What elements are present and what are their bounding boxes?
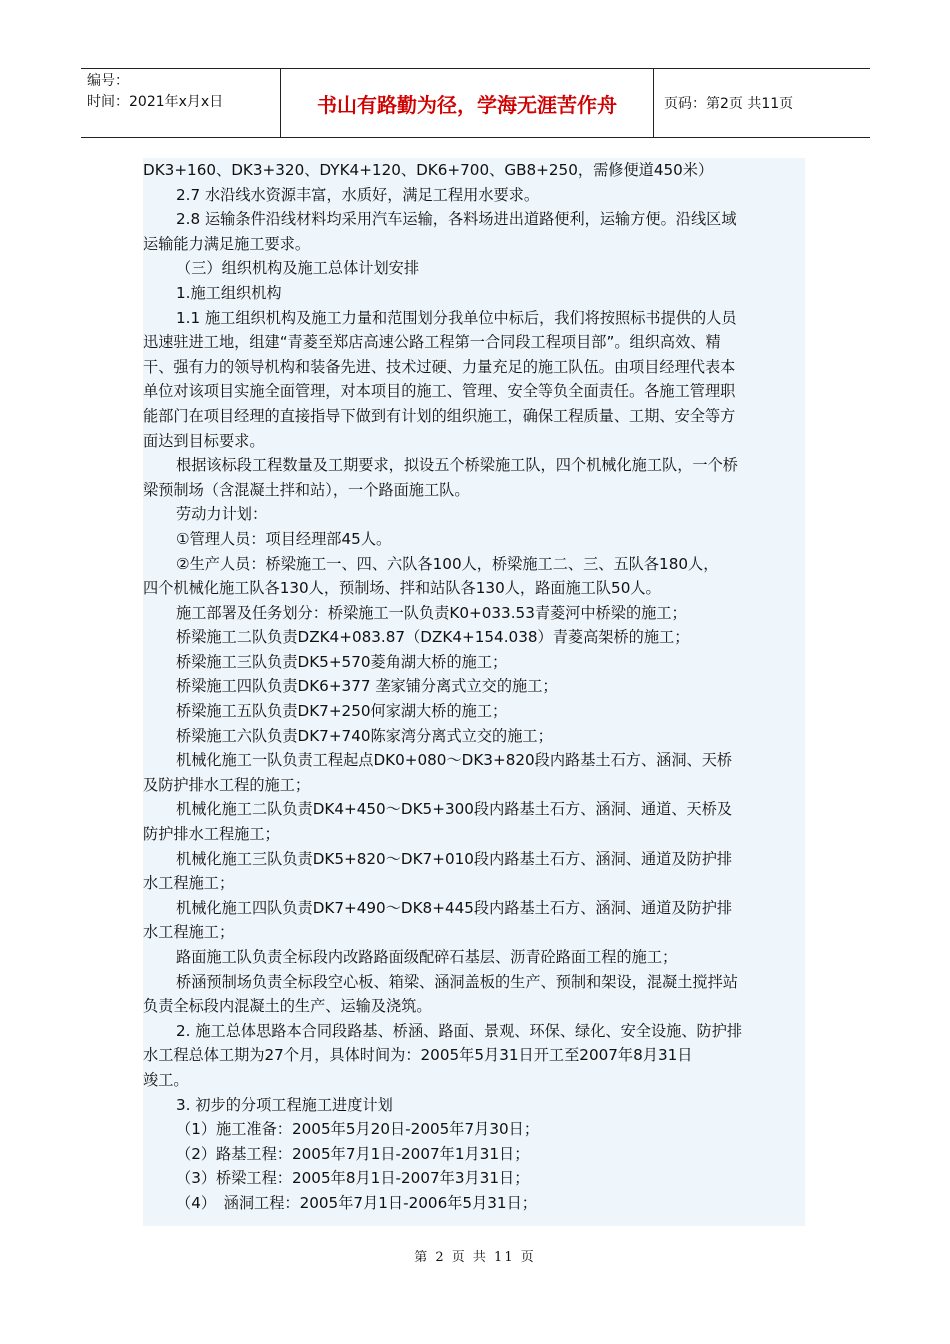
header-meta: [81, 69, 281, 137]
page-header: [81, 68, 870, 138]
document-body: [143, 158, 805, 1226]
text-line: （1）施工准备：2005年5月20日-2005年7月30日；: [176, 1120, 540, 1139]
text-line: 水工程总体工期为27个月，具体时间为：2005年5月31日开工至2007年8月31日: [143, 1046, 693, 1065]
text-line: ①管理人员：项目经理部45人。: [176, 529, 392, 548]
header-motto: 书山有路勤为径，学海无涯苦作舟: [281, 69, 654, 137]
text-line: 单位对该项目实施全面管理，对本项目的施工、管理、安全等负全面责任。各施工管理职: [143, 382, 736, 401]
text-line: 梁预制场（含混凝土拌和站），一个路面施工队。: [143, 480, 470, 499]
text-line: 路面施工队负责全标段内改路路面级配碎石基层、沥青砼路面工程的施工；: [176, 948, 678, 966]
text-line: 施工部署及任务划分：桥梁施工一队负责K0+033.53青菱河中桥梁的施工；: [176, 603, 687, 622]
section-heading: （三）组织机构及施工总体计划安排: [176, 259, 419, 278]
text-line: 桥梁施工五队负责DK7+250何家湖大桥的施工；: [176, 702, 508, 721]
text-line: 干、强有力的领导机构和装备先进、技术过硬、力量充足的施工队伍。由项目经理代表本: [143, 357, 736, 376]
text-line: 根据该标段工程数量及工期要求，拟设五个桥梁施工队，四个机械化施工队，一个桥: [176, 456, 738, 475]
text-line: 及防护排水工程的施工；: [143, 775, 311, 794]
text-line: 负责全标段内混凝土的生产、运输及浇筑。: [143, 997, 432, 1016]
text-line: 竣工。: [143, 1070, 189, 1089]
date-line: 时间：2021年x月x日: [87, 94, 224, 110]
text-line: 2.8 运输条件沿线材料均采用汽车运输，各料场进出道路便利，运输方便。沿线区域: [176, 210, 737, 229]
code-label: 编号：: [87, 73, 129, 89]
text-line: 能部门在项目经理的直接指导下做到有计划的组织施工，确保工程质量、工期、安全等方: [143, 406, 736, 425]
text-line: 迅速驻进工地，组建“青菱至郑店高速公路工程第一合同段工程项目部”。组织高效、精: [143, 333, 721, 352]
text-line: 3. 初步的分项工程施工进度计划: [176, 1095, 393, 1114]
header-page-info: 页码：第2页 共11页: [664, 96, 794, 112]
subsection-heading: 1.施工组织机构: [176, 283, 282, 302]
text-line: DK3+160、DK3+320、DYK4+120、DK6+700、GB8+250，需修便道450米）: [143, 161, 714, 179]
text-line: 水工程施工；: [143, 923, 235, 942]
text-line: 机械化施工二队负责DK4+450～DK5+300段内路基土石方、涵洞、通道、天桥及: [176, 800, 733, 819]
text-line: 桥梁施工三队负责DK5+570菱角湖大桥的施工；: [176, 652, 508, 671]
text-line: 桥梁施工二队负责DZK4+083.87（DZK4+154.038）青菱高架桥的施工；: [176, 628, 690, 647]
text-line: 水工程施工；: [143, 874, 235, 893]
text-line: 面达到目标要求。: [143, 431, 265, 450]
text-line: ②生产人员：桥梁施工一、四、六队各100人，桥梁施工二、三、五队各180人，: [176, 554, 719, 573]
text-line: 桥梁施工四队负责DK6+377 垄家铺分离式立交的施工；: [176, 677, 558, 696]
text-line: （4） 涵洞工程：2005年7月1日-2006年5月31日；: [176, 1193, 537, 1212]
text-line: （3）桥梁工程：2005年8月1日-2007年3月31日；: [176, 1169, 530, 1188]
text-line: 机械化施工三队负责DK5+820～DK7+010段内路基土石方、涵洞、通道及防护排: [176, 849, 733, 868]
page-footer: 第 2 页 共 11 页: [414, 1250, 536, 1265]
text-line: 机械化施工四队负责DK7+490～DK8+445段内路基土石方、涵洞、通道及防护排: [176, 898, 733, 917]
text-line: （2）路基工程：2005年7月1日-2007年1月31日；: [176, 1144, 530, 1163]
text-line: 机械化施工一队负责工程起点DK0+080～DK3+820段内路基土石方、涵洞、天桥: [176, 751, 733, 770]
text-line: 2. 施工总体思路本合同段路基、桥涵、路面、景观、环保、绿化、安全设施、防护排: [176, 1021, 743, 1040]
text-line: 桥涵预制场负责全标段空心板、箱梁、涵洞盖板的生产、预制和架设，混凝土搅拌站: [176, 972, 738, 991]
text-line: 防护排水工程施工；: [143, 825, 280, 844]
text-line: 桥梁施工六队负责DK7+740陈家湾分离式立交的施工；: [176, 726, 553, 745]
text-line: 2.7 水沿线水资源丰富，水质好，满足工程用水要求。: [176, 185, 540, 204]
text-line: 四个机械化施工队各130人，预制场、拌和站队各130人，路面施工队50人。: [143, 579, 661, 598]
text-line: 运输能力满足施工要求。: [143, 234, 311, 253]
text-line: 劳动力计划：: [176, 505, 268, 524]
text-line: 1.1 施工组织机构及施工力量和范围划分我单位中标后，我们将按照标书提供的人员: [176, 308, 737, 327]
